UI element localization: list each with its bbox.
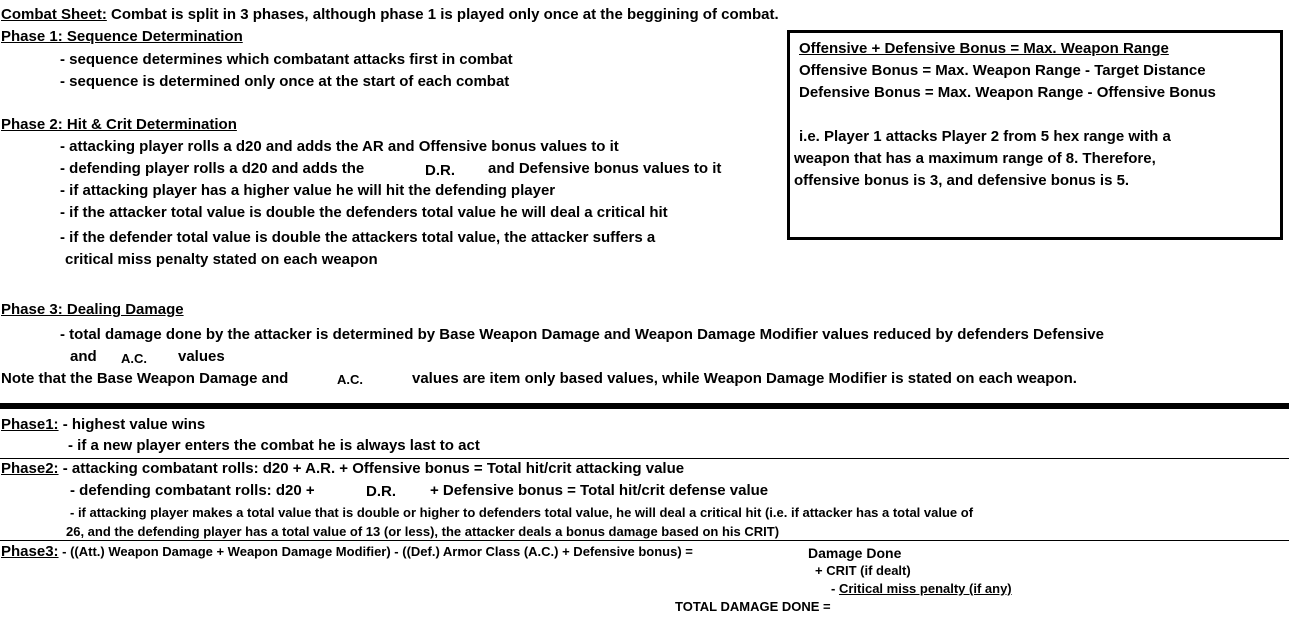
phase3-line-1: - total damage done by the attacker is determined by Base Weapon Damage and Weapon Damage Modifier values reduced by defenders Defensive xyxy=(60,326,1104,343)
range-formula-3: Defensive Bonus = Max. Weapon Range - Offensive Bonus xyxy=(799,84,1216,101)
phase3-note-b: values are item only based values, while Weapon Damage Modifier is stated on each weapon. xyxy=(412,370,1077,387)
phase3-heading: Phase 3: Dealing Damage xyxy=(1,301,184,318)
summary-phase2-line-3: - if attacking player makes a total value that is double or higher to defenders total value, he will deal a critical hit (i.e. if attacker has a total value of xyxy=(70,505,974,520)
range-formula-2: Offensive Bonus = Max. Weapon Range - Target Distance xyxy=(799,62,1206,79)
range-example-3: offensive bonus is 3, and defensive bonus is 5. xyxy=(794,172,1130,189)
summary-phase3-crit: + CRIT (if dealt) xyxy=(815,563,911,578)
summary-phase2-line-4: 26, and the defending player has a total value of 13 (or less), the attacker deals a bonus damage based on his CRIT) xyxy=(66,524,780,539)
summary-phase3-damage-done: Damage Done xyxy=(808,545,902,561)
summary-phase3-total: TOTAL DAMAGE DONE = xyxy=(675,599,831,614)
summary-phase1-line-2: - if a new player enters the combat he is always last to act xyxy=(68,437,480,454)
phase2-line-5: - if the defender total value is double the attackers total value, the attacker suffers a xyxy=(60,229,656,246)
summary-phase3-line-1 xyxy=(1,543,693,561)
section-divider xyxy=(0,403,1289,409)
summary-phase1-line-1 xyxy=(1,416,205,434)
phase3-line-2-ac: A.C. xyxy=(121,351,147,366)
phase1-heading: Phase 1: Sequence Determination xyxy=(1,28,243,45)
phase3-note-a: Note that the Base Weapon Damage and xyxy=(1,370,289,387)
phase3-line-2-and: and xyxy=(70,348,97,365)
summary-phase2-label: Phase2: xyxy=(1,460,59,477)
range-example-2: weapon that has a maximum range of 8. Therefore, xyxy=(794,150,1156,167)
phase2-line-1: - attacking player rolls a d20 and adds the AR and Offensive bonus values to it xyxy=(60,138,619,155)
range-example-1: i.e. Player 1 attacks Player 2 from 5 hex range with a xyxy=(799,128,1171,145)
summary-phase3-miss: Critical miss penalty (if any) xyxy=(838,581,1012,596)
combat-sheet-heading xyxy=(1,6,779,24)
phase1-line-2: - sequence is determined only once at the start of each combat xyxy=(60,73,510,90)
phase2-line-2b: and Defensive bonus values to it xyxy=(488,160,722,177)
summary-phase2-line-2b: + Defensive bonus = Total hit/crit defense value xyxy=(430,482,769,499)
phase3-line-2-values: values xyxy=(178,348,225,365)
phase3-note-ac: A.C. xyxy=(337,372,363,387)
summary-phase1-label: Phase1: xyxy=(1,416,59,433)
phase2-line-3: - if attacking player has a higher value he will hit the defending player xyxy=(60,182,556,199)
summary-phase3-miss-line xyxy=(831,580,1012,598)
phase1-line-1: - sequence determines which combatant attacks first in combat xyxy=(60,51,513,68)
phase2-line-6: critical miss penalty stated on each weapon xyxy=(65,251,378,268)
phase2-line-2a: - defending player rolls a d20 and adds the xyxy=(60,160,365,177)
summary-phase3-miss-dash: - xyxy=(831,581,836,596)
summary-phase2-text-1: - attacking combatant rolls: d20 + A.R. + Offensive bonus = Total hit/crit attacking value xyxy=(58,460,685,477)
summary-phase2-line-2-dr: D.R. xyxy=(366,483,396,500)
range-formula-1: Offensive + Defensive Bonus = Max. Weapon Range xyxy=(799,40,1169,57)
phase2-line-2-dr: D.R. xyxy=(425,162,455,179)
summary-divider-1 xyxy=(0,458,1289,459)
combat-sheet-intro: Combat is split in 3 phases, although phase 1 is played only once at the beggining of combat. xyxy=(106,6,779,23)
summary-divider-2 xyxy=(0,540,1289,541)
summary-phase1-text-1: - highest value wins xyxy=(58,416,206,433)
phase2-heading: Phase 2: Hit & Crit Determination xyxy=(1,116,237,133)
combat-sheet-title: Combat Sheet: xyxy=(1,6,107,23)
summary-phase3-formula: - ((Att.) Weapon Damage + Weapon Damage Modifier) - ((Def.) Armor Class (A.C.) + Defensive bonus) = xyxy=(58,544,693,559)
phase2-line-4: - if the attacker total value is double the defenders total value he will deal a critical hit xyxy=(60,204,668,221)
summary-phase2-line-1 xyxy=(1,460,684,478)
summary-phase2-line-2a: - defending combatant rolls: d20 + xyxy=(70,482,315,499)
summary-phase3-label: Phase3: xyxy=(1,543,59,560)
